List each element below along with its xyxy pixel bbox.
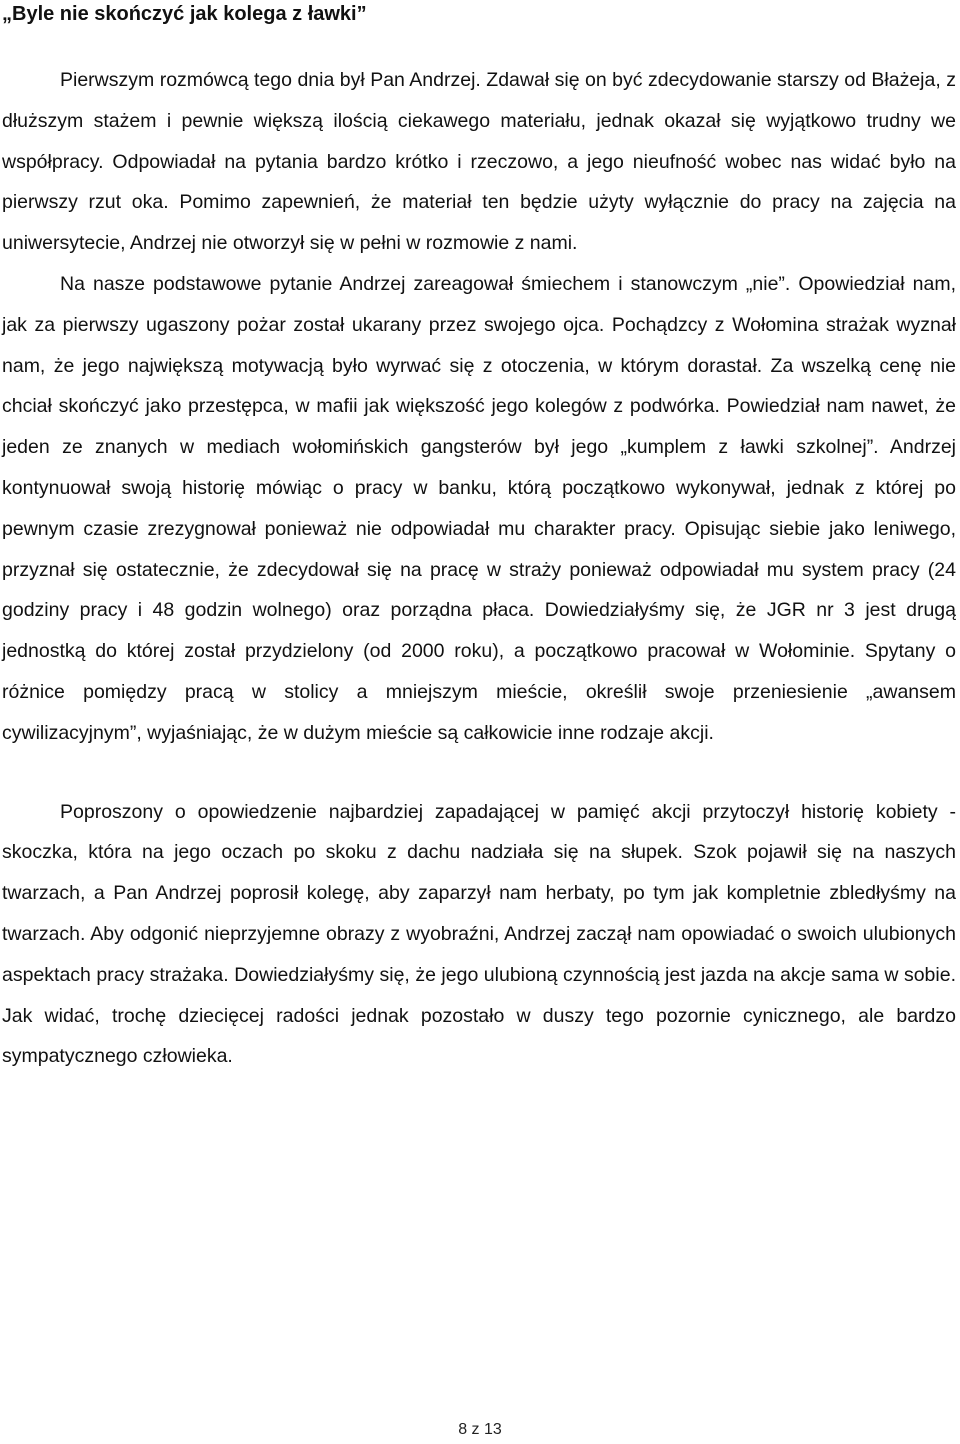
paragraph-1: Pierwszym rozmówcą tego dnia był Pan Andrzej. Zdawał się on być zdecydowanie starszy od Błażeja, z dłuższym stażem i pewnie większą ilością ciekawego materiału, jednak okazał się wyjątkowo trudny we współpracy. Odpowiadał na pytania bardzo krótko i rzeczowo, a jego nieufność wobec nas widać było na pierwszy rzut oka. Pomimo zapewnień, że materiał ten będzie użyty wyłącznie do pracy na zajęcia na uniwersytecie, Andrzej nie otworzył się w pełni w rozmowie z nami. (2, 69, 956, 255)
page-number: 8 z 13 (458, 1421, 502, 1438)
document-body (2, 60, 956, 1077)
paragraph-3: Poproszony o opowiedzenie najbardziej zapadającej w pamięć akcji przytoczył historię kobiety - skoczka, która na jego oczach po skoku z dachu nadziała się na słupek. Szok pojawił się na naszych twarzach, a Pan Andrzej poprosił kolegę, aby zaparzył nam herbaty, po tym jak kompletnie zbledłyśmy na twarzach. Aby odgonić nieprzyjemne obrazy z wyobraźni, Andrzej zaczął nam opowiadać o swoich ulubionych aspektach pracy strażaka. Dowiedziałyśmy się, że jego ulubioną czynnością jest jazda na akcje sama w sobie. Jak widać, trochę dziecięcej radości jednak pozostało w duszy tego pozornie cynicznego, ale bardzo sympatycznego człowieka. (2, 800, 956, 1068)
paragraph-2: Na nasze podstawowe pytanie Andrzej zareagował śmiechem i stanowczym „nie”. Opowiedział nam, jak za pierwszy ugaszony pożar został ukarany przez swojego ojca. Pochądzcy z Wołomina strażak wyznał nam, że jego największą motywacją było wyrwać się z otoczenia, w którym dorastał. Za wszelką cenę nie chciał skończyć jako przestępca, w mafii jak większość jego kolegów z podwórka. Powiedział nam nawet, że jeden ze znanych w mediach wołomińskich gangsterów był jego „kumplem z ławki szkolnej”. Andrzej kontynuował swoją historię mówiąc o pracy w banku, którą początkowo wykonywał, jednak z której po pewnym czasie zrezygnował ponieważ nie odpowiadał mu charakter pracy. Opisując siebie jako leniwego, przyznał się ostatecznie, że zdecydował się na pracę w straży ponieważ odpowiadał mu system pracy (24 godziny pracy i 48 godzin wolnego) oraz porządna płaca. Dowiedziałyśmy się, że JGR nr 3 jest drugą jednostką do której został przydzielony (od 2000 roku), a początkowo pracował w Wołominie. Spytany o różnice pomiędzy pracą w stolicy a mniejszym mieście, określił swoje przeniesienie „awansem cywilizacyjnym”, wyjaśniając, że w dużym mieście są całkowicie inne rodzaje akcji. (2, 272, 956, 744)
document-title: „Byle nie skończyć jak kolega z ławki” (2, 3, 367, 25)
